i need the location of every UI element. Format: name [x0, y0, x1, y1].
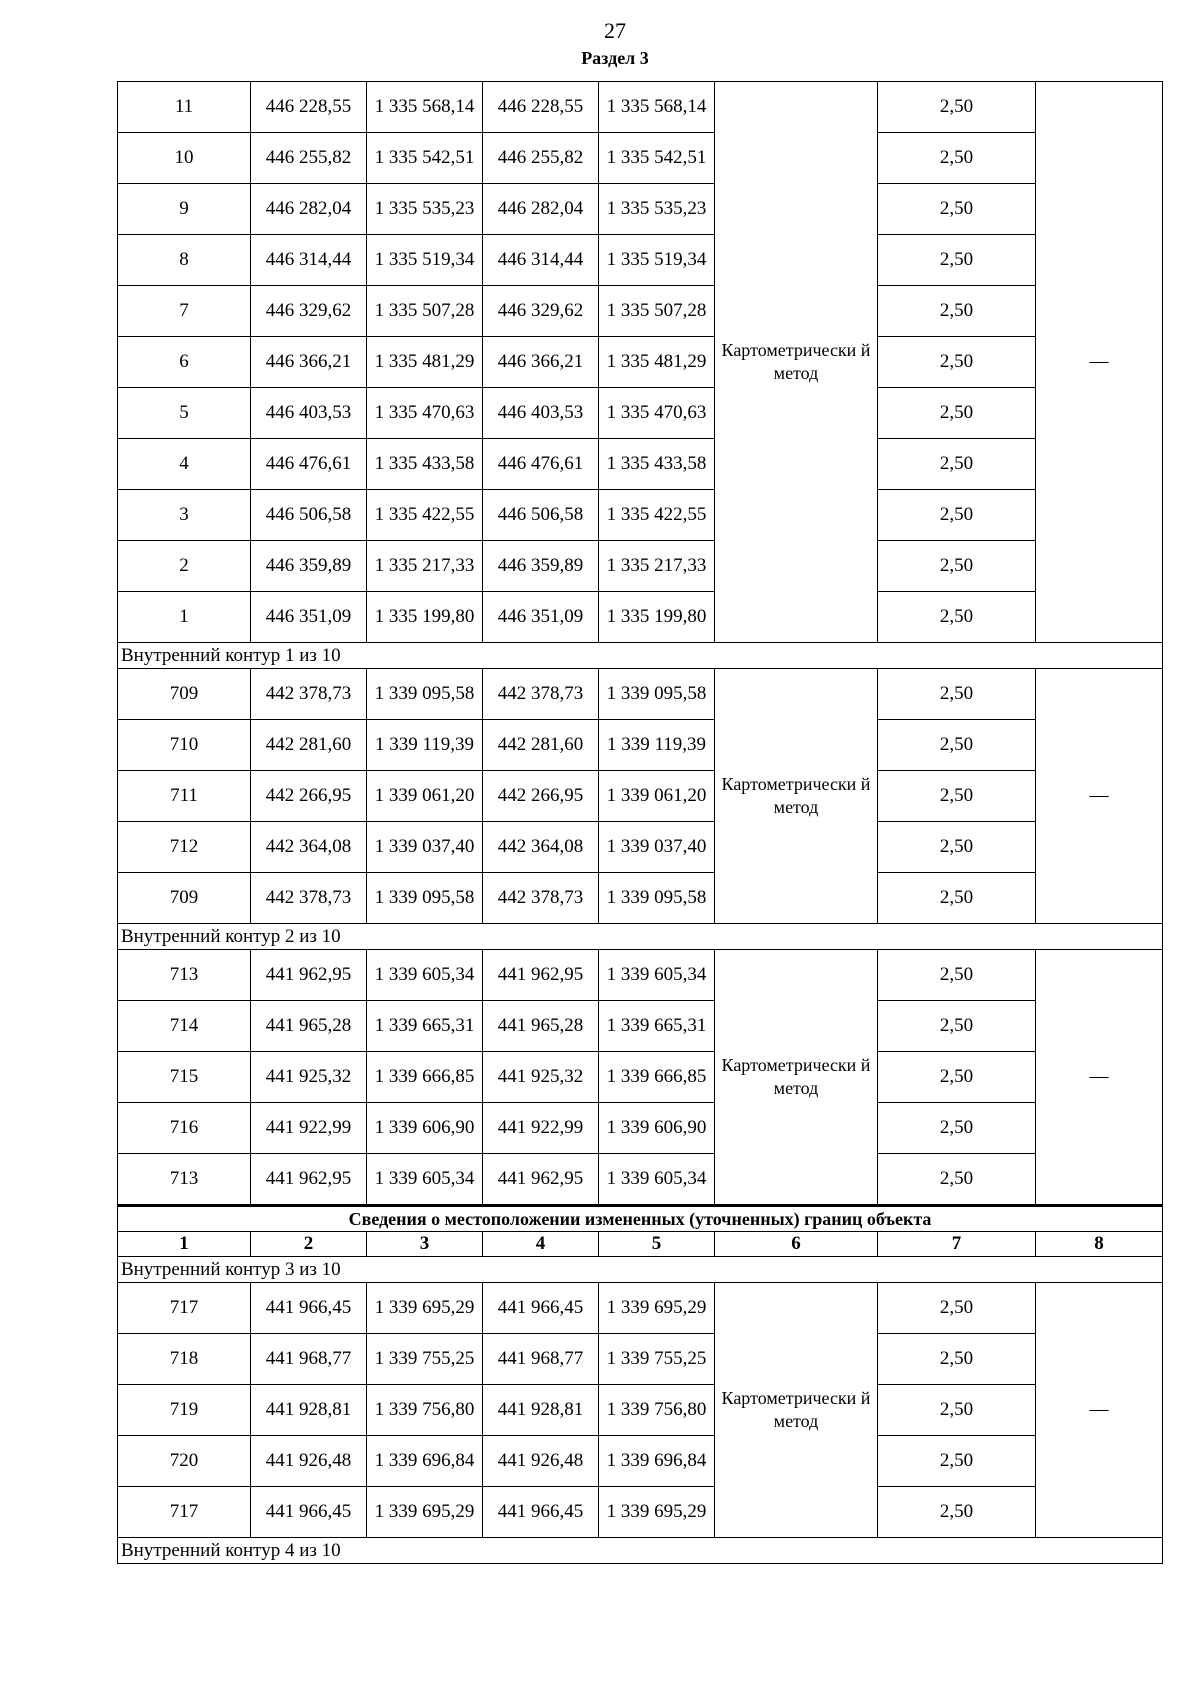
y-updated-cell: 1 335 199,80 [599, 592, 715, 643]
table-row [118, 1436, 1163, 1487]
x-existing-cell: 441 925,32 [251, 1052, 367, 1103]
x-existing-cell: 446 314,44 [251, 235, 367, 286]
precision-cell: 2,50 [878, 82, 1036, 133]
point-number-cell: 715 [118, 1052, 251, 1103]
contour-label-row [118, 924, 1163, 950]
y-existing-cell: 1 335 507,28 [367, 286, 483, 337]
y-updated-cell: 1 339 665,31 [599, 1001, 715, 1052]
column-number-cell: 8 [1036, 1232, 1163, 1257]
point-number-cell: 713 [118, 1154, 251, 1206]
precision-cell: 2,50 [878, 950, 1036, 1001]
x-updated-cell: 442 364,08 [483, 822, 599, 873]
x-updated-cell: 441 962,95 [483, 1154, 599, 1206]
table-row [118, 771, 1163, 822]
table-row [118, 950, 1163, 1001]
precision-cell: 2,50 [878, 541, 1036, 592]
y-existing-cell: 1 339 695,29 [367, 1283, 483, 1334]
precision-cell: 2,50 [878, 1154, 1036, 1206]
precision-cell: 2,50 [878, 1001, 1036, 1052]
y-updated-cell: 1 339 756,80 [599, 1385, 715, 1436]
column-number-cell: 6 [715, 1232, 878, 1257]
dash-cell: — [1036, 950, 1163, 1206]
column-number-cell: 4 [483, 1232, 599, 1257]
y-updated-cell: 1 339 696,84 [599, 1436, 715, 1487]
x-updated-cell: 441 966,45 [483, 1487, 599, 1538]
x-existing-cell: 446 329,62 [251, 286, 367, 337]
method-cell: Картометрически й метод [715, 669, 878, 924]
precision-cell: 2,50 [878, 720, 1036, 771]
point-number-cell: 716 [118, 1103, 251, 1154]
x-updated-cell: 446 282,04 [483, 184, 599, 235]
table-row [118, 822, 1163, 873]
y-existing-cell: 1 335 470,63 [367, 388, 483, 439]
precision-cell: 2,50 [878, 1334, 1036, 1385]
x-existing-cell: 446 366,21 [251, 337, 367, 388]
precision-cell: 2,50 [878, 235, 1036, 286]
y-existing-cell: 1 339 756,80 [367, 1385, 483, 1436]
y-existing-cell: 1 339 665,31 [367, 1001, 483, 1052]
point-number-cell: 11 [118, 82, 251, 133]
x-existing-cell: 446 476,61 [251, 439, 367, 490]
table-row [118, 82, 1163, 133]
table-row [118, 439, 1163, 490]
point-number-cell: 719 [118, 1385, 251, 1436]
x-existing-cell: 446 403,53 [251, 388, 367, 439]
y-updated-cell: 1 335 519,34 [599, 235, 715, 286]
y-existing-cell: 1 335 535,23 [367, 184, 483, 235]
precision-cell: 2,50 [878, 1103, 1036, 1154]
table-row [118, 669, 1163, 720]
table-row [118, 235, 1163, 286]
column-number-cell: 3 [367, 1232, 483, 1257]
y-existing-cell: 1 335 199,80 [367, 592, 483, 643]
x-updated-cell: 441 922,99 [483, 1103, 599, 1154]
x-existing-cell: 441 922,99 [251, 1103, 367, 1154]
y-updated-cell: 1 339 605,34 [599, 1154, 715, 1206]
x-updated-cell: 446 255,82 [483, 133, 599, 184]
x-updated-cell: 446 314,44 [483, 235, 599, 286]
point-number-cell: 709 [118, 669, 251, 720]
x-existing-cell: 441 968,77 [251, 1334, 367, 1385]
y-updated-cell: 1 339 606,90 [599, 1103, 715, 1154]
point-number-cell: 709 [118, 873, 251, 924]
table-row [118, 1487, 1163, 1538]
table-row [118, 1334, 1163, 1385]
y-updated-cell: 1 335 481,29 [599, 337, 715, 388]
y-updated-cell: 1 339 605,34 [599, 950, 715, 1001]
y-existing-cell: 1 339 061,20 [367, 771, 483, 822]
x-existing-cell: 441 962,95 [251, 950, 367, 1001]
y-updated-cell: 1 339 061,20 [599, 771, 715, 822]
y-updated-cell: 1 335 542,51 [599, 133, 715, 184]
point-number-cell: 4 [118, 439, 251, 490]
table-row [118, 592, 1163, 643]
y-existing-cell: 1 339 695,29 [367, 1487, 483, 1538]
x-updated-cell: 441 926,48 [483, 1436, 599, 1487]
y-existing-cell: 1 339 119,39 [367, 720, 483, 771]
precision-cell: 2,50 [878, 1052, 1036, 1103]
precision-cell: 2,50 [878, 490, 1036, 541]
y-existing-cell: 1 339 605,34 [367, 950, 483, 1001]
contour-label-row [118, 1257, 1163, 1283]
method-cell: Картометрически й метод [715, 82, 878, 643]
precision-cell: 2,50 [878, 592, 1036, 643]
precision-cell: 2,50 [878, 873, 1036, 924]
x-updated-cell: 446 403,53 [483, 388, 599, 439]
x-updated-cell: 442 378,73 [483, 873, 599, 924]
precision-cell: 2,50 [878, 1487, 1036, 1538]
column-number-cell: 5 [599, 1232, 715, 1257]
point-number-cell: 713 [118, 950, 251, 1001]
y-existing-cell: 1 339 755,25 [367, 1334, 483, 1385]
x-existing-cell: 441 965,28 [251, 1001, 367, 1052]
point-number-cell: 9 [118, 184, 251, 235]
contour-label-row [118, 1538, 1163, 1564]
x-updated-cell: 441 928,81 [483, 1385, 599, 1436]
x-updated-cell: 441 962,95 [483, 950, 599, 1001]
x-updated-cell: 446 351,09 [483, 592, 599, 643]
x-updated-cell: 446 329,62 [483, 286, 599, 337]
precision-cell: 2,50 [878, 1385, 1036, 1436]
x-updated-cell: 446 366,21 [483, 337, 599, 388]
y-updated-cell: 1 335 507,28 [599, 286, 715, 337]
table-row [118, 541, 1163, 592]
point-number-cell: 6 [118, 337, 251, 388]
table-row [118, 388, 1163, 439]
coordinates-table [117, 81, 1163, 1564]
table-row [118, 873, 1163, 924]
y-existing-cell: 1 335 433,58 [367, 439, 483, 490]
x-existing-cell: 442 281,60 [251, 720, 367, 771]
table-row [118, 337, 1163, 388]
method-cell: Картометрически й метод [715, 1283, 878, 1538]
method-cell: Картометрически й метод [715, 950, 878, 1206]
x-existing-cell: 441 926,48 [251, 1436, 367, 1487]
y-existing-cell: 1 335 568,14 [367, 82, 483, 133]
y-updated-cell: 1 339 695,29 [599, 1283, 715, 1334]
y-updated-cell: 1 335 470,63 [599, 388, 715, 439]
y-existing-cell: 1 339 605,34 [367, 1154, 483, 1206]
x-existing-cell: 446 506,58 [251, 490, 367, 541]
precision-cell: 2,50 [878, 286, 1036, 337]
precision-cell: 2,50 [878, 669, 1036, 720]
x-existing-cell: 442 364,08 [251, 822, 367, 873]
precision-cell: 2,50 [878, 388, 1036, 439]
x-existing-cell: 446 282,04 [251, 184, 367, 235]
table-row [118, 286, 1163, 337]
contour-label: Внутренний контур 2 из 10 [118, 924, 1163, 950]
point-number-cell: 717 [118, 1487, 251, 1538]
y-updated-cell: 1 339 119,39 [599, 720, 715, 771]
point-number-cell: 7 [118, 286, 251, 337]
table-row [118, 1103, 1163, 1154]
point-number-cell: 2 [118, 541, 251, 592]
point-number-cell: 3 [118, 490, 251, 541]
y-updated-cell: 1 335 433,58 [599, 439, 715, 490]
point-number-cell: 714 [118, 1001, 251, 1052]
point-number-cell: 711 [118, 771, 251, 822]
y-updated-cell: 1 335 422,55 [599, 490, 715, 541]
x-updated-cell: 446 506,58 [483, 490, 599, 541]
x-existing-cell: 446 255,82 [251, 133, 367, 184]
y-existing-cell: 1 339 666,85 [367, 1052, 483, 1103]
x-existing-cell: 442 266,95 [251, 771, 367, 822]
contour-label: Внутренний контур 4 из 10 [118, 1538, 1163, 1564]
point-number-cell: 720 [118, 1436, 251, 1487]
x-updated-cell: 441 968,77 [483, 1334, 599, 1385]
precision-cell: 2,50 [878, 439, 1036, 490]
point-number-cell: 5 [118, 388, 251, 439]
y-updated-cell: 1 339 095,58 [599, 669, 715, 720]
contour-label-row [118, 643, 1163, 669]
precision-cell: 2,50 [878, 337, 1036, 388]
point-number-cell: 10 [118, 133, 251, 184]
x-updated-cell: 441 965,28 [483, 1001, 599, 1052]
contour-label: Внутренний контур 3 из 10 [118, 1257, 1163, 1283]
x-updated-cell: 441 925,32 [483, 1052, 599, 1103]
dash-cell: — [1036, 669, 1163, 924]
y-updated-cell: 1 339 037,40 [599, 822, 715, 873]
x-updated-cell: 441 966,45 [483, 1283, 599, 1334]
point-number-cell: 8 [118, 235, 251, 286]
table-row [118, 1283, 1163, 1334]
dash-cell: — [1036, 82, 1163, 643]
y-updated-cell: 1 335 568,14 [599, 82, 715, 133]
y-existing-cell: 1 339 037,40 [367, 822, 483, 873]
table-row [118, 1154, 1163, 1206]
table-row [118, 1385, 1163, 1436]
table-row [118, 490, 1163, 541]
y-updated-cell: 1 335 217,33 [599, 541, 715, 592]
point-number-cell: 717 [118, 1283, 251, 1334]
precision-cell: 2,50 [878, 822, 1036, 873]
precision-cell: 2,50 [878, 184, 1036, 235]
y-existing-cell: 1 339 606,90 [367, 1103, 483, 1154]
column-number-cell: 1 [118, 1232, 251, 1257]
precision-cell: 2,50 [878, 1283, 1036, 1334]
y-existing-cell: 1 339 696,84 [367, 1436, 483, 1487]
x-updated-cell: 446 476,61 [483, 439, 599, 490]
x-existing-cell: 441 928,81 [251, 1385, 367, 1436]
y-existing-cell: 1 335 422,55 [367, 490, 483, 541]
point-number-cell: 1 [118, 592, 251, 643]
precision-cell: 2,50 [878, 1436, 1036, 1487]
dash-cell: — [1036, 1283, 1163, 1538]
point-number-cell: 712 [118, 822, 251, 873]
column-number-row [118, 1232, 1163, 1257]
y-updated-cell: 1 339 095,58 [599, 873, 715, 924]
x-existing-cell: 441 966,45 [251, 1487, 367, 1538]
x-existing-cell: 441 962,95 [251, 1154, 367, 1206]
table-row [118, 184, 1163, 235]
y-existing-cell: 1 335 542,51 [367, 133, 483, 184]
section-title: Раздел 3 [581, 48, 649, 68]
x-updated-cell: 446 228,55 [483, 82, 599, 133]
y-updated-cell: 1 339 695,29 [599, 1487, 715, 1538]
table-section-heading-row [118, 1206, 1163, 1232]
x-updated-cell: 446 359,89 [483, 541, 599, 592]
x-existing-cell: 441 966,45 [251, 1283, 367, 1334]
precision-cell: 2,50 [878, 133, 1036, 184]
y-existing-cell: 1 339 095,58 [367, 873, 483, 924]
y-existing-cell: 1 335 481,29 [367, 337, 483, 388]
x-existing-cell: 446 359,89 [251, 541, 367, 592]
column-number-cell: 2 [251, 1232, 367, 1257]
contour-label: Внутренний контур 1 из 10 [118, 643, 1163, 669]
column-number-cell: 7 [878, 1232, 1036, 1257]
table-row [118, 720, 1163, 771]
y-existing-cell: 1 335 217,33 [367, 541, 483, 592]
y-existing-cell: 1 335 519,34 [367, 235, 483, 286]
table-row [118, 1001, 1163, 1052]
y-updated-cell: 1 335 535,23 [599, 184, 715, 235]
point-number-cell: 718 [118, 1334, 251, 1385]
x-existing-cell: 442 378,73 [251, 873, 367, 924]
point-number-cell: 710 [118, 720, 251, 771]
x-existing-cell: 442 378,73 [251, 669, 367, 720]
table-row [118, 133, 1163, 184]
x-updated-cell: 442 266,95 [483, 771, 599, 822]
x-updated-cell: 442 378,73 [483, 669, 599, 720]
y-existing-cell: 1 339 095,58 [367, 669, 483, 720]
precision-cell: 2,50 [878, 771, 1036, 822]
table-section-heading: Сведения о местоположении измененных (уточненных) границ объекта [118, 1206, 1163, 1232]
table-row [118, 1052, 1163, 1103]
y-updated-cell: 1 339 666,85 [599, 1052, 715, 1103]
x-updated-cell: 442 281,60 [483, 720, 599, 771]
x-existing-cell: 446 228,55 [251, 82, 367, 133]
y-updated-cell: 1 339 755,25 [599, 1334, 715, 1385]
x-existing-cell: 446 351,09 [251, 592, 367, 643]
page-number: 27 [604, 18, 626, 43]
